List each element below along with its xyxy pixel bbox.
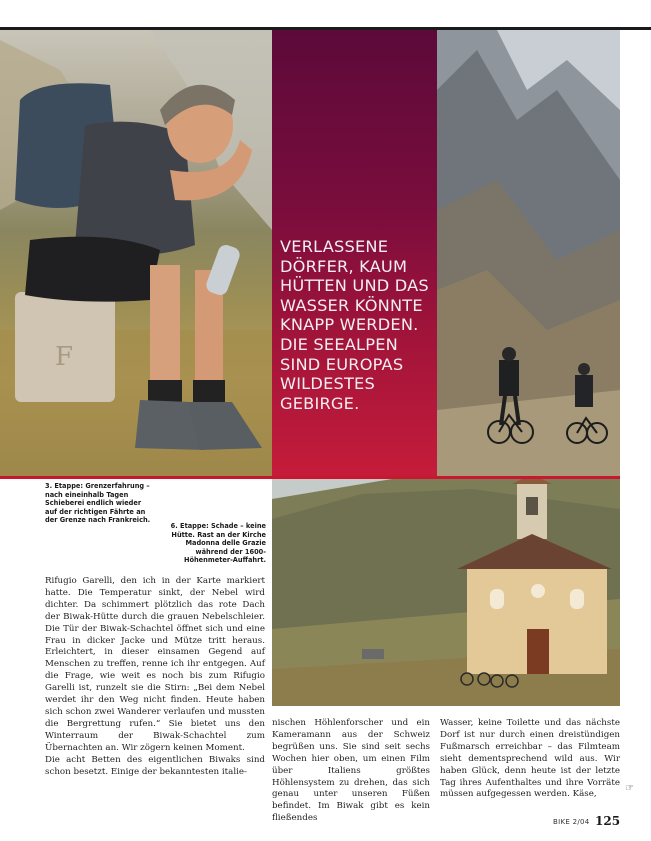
body-paragraph: Wasser, keine Toilette und das nächste Dorf ist nur durch einen dreistündigen Fußmarsch erreichbar – das Filmteam sieht dementsprechend wild aus. Wir haben Glück, denn heute ist der letzte Tag ihres Aufenthaltes und ihre Vorräte müssen aufgegessen werden. Käse, (440, 718, 620, 800)
photo-chapel (272, 479, 620, 706)
footer-magazine-issue: BIKE 2/04 (553, 818, 590, 826)
photo-hiker-resting (0, 30, 272, 476)
hiker-illustration (0, 30, 272, 476)
bikers-illustration (437, 30, 620, 476)
body-paragraph: Die acht Betten des eigentlichen Biwaks sind schon besetzt. Einige der bekanntesten italie- (45, 754, 265, 777)
pull-quote: VERLASSENE DÖRFER, KAUM HÜTTEN UND DAS WASSER KÖNNTE KNAPP WERDEN. DIE SEEALPEN SIND EUROPAS WILDESTES GEBIRGE. (280, 237, 429, 413)
body-paragraph: nischen Höhlenforscher und ein Kameramann aus der Schweiz begrüßen uns. Sie sind seit sechs Wochen hier oben, um einen Film über Italiens größtes Höhlensystem zu drehen, das sich genau unter unseren Füßen befindet. Im Biwak gibt es kein fließendes (272, 718, 430, 824)
photo-mountain-bikers (437, 30, 620, 476)
svg-text:F: F (55, 342, 74, 372)
body-column-3 (440, 718, 620, 801)
page-number: 125 (595, 814, 621, 828)
body-column-1 (45, 576, 265, 778)
caption-stage-3: 3. Etappe: Grenzerfahrung – nach eineinhalb Tagen Schieberei endlich wieder auf der richtigen Fährte an der Grenze nach Frankreich. (45, 482, 151, 525)
body-paragraph: Rifugio Garelli, den ich in der Karte markiert hatte. Die Temperatur sinkt, der Nebel wird dichter. Da schimmert plötzlich das rote Dach der Biwak-Hütte durch die grauen Nebelschleier. Die Tür der Biwak-Schachtel öffnet sich und eine Frau in dicker Jacke und Mütze tritt heraus. Erleichtert, in dieser einsamen Gegend auf Menschen zu treffen, renne ich ihr entgegen. Auf die Frage, wie weit es noch bis zum Rifugio Garelli ist, runzelt sie die Stirn: „Bei dem Nebel werdet ihr den Weg nicht finden. Heute haben sich schon zwei Wanderer verlaufen und mussten die Bergrettung rufen.“ Sie bietet uns den Winterraum der Biwak-Schachtel zum Übernachten an. Wir zögern keinen Moment. (45, 576, 265, 753)
continue-arrow-icon: ☞ (625, 783, 634, 794)
body-column-2 (272, 718, 430, 825)
caption-stage-6: 6. Etappe: Schade – keine Hütte. Rast an der Kirche Madonna delle Grazie während der 1600-Höhenmeter-Auffahrt. (170, 522, 266, 565)
chapel-illustration (272, 479, 620, 706)
